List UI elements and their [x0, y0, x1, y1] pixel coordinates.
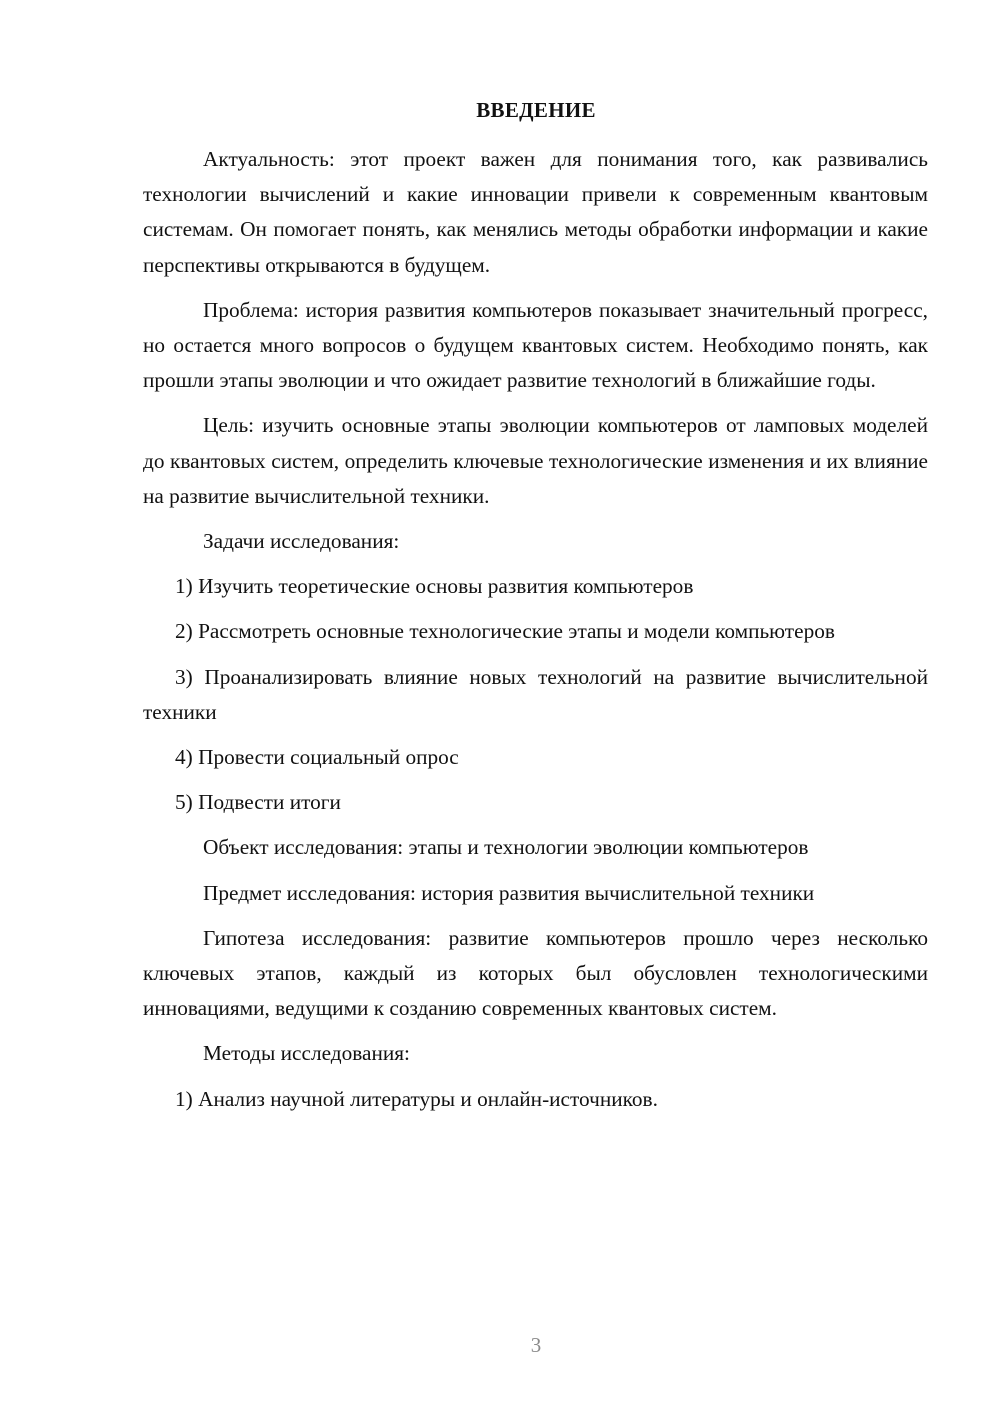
section-heading: ВВЕДЕНИЕ — [476, 98, 596, 122]
list-item-method-1: 1) Анализ научной литературы и онлайн-источников. — [175, 1086, 658, 1111]
paragraph-relevance: Актуальность: этот проект важен для понимания того, как развивались технологии вычислений и какие инновации привели к современным квантовым системам. Он помогает понять, как менялись методы обработки информации и какие перспективы открываются в будущем. — [143, 147, 928, 277]
list-item-task-2: 2) Рассмотреть основные технологические этапы и модели компьютеров — [175, 619, 835, 644]
paragraph-hypothesis: Гипотеза исследования: развитие компьютеров прошло через несколько ключевых этапов, каждый из которых был обусловлен технологическими инновациями, ведущими к созданию современных квантовых систем. — [143, 925, 928, 1021]
list-item-task-4: 4) Провести социальный опрос — [175, 745, 459, 770]
list-item-task-3: 3) Проанализировать влияние новых технологий на развитие вычислительной техники — [143, 664, 928, 724]
page-number: 3 — [530, 1333, 542, 1357]
paragraph-tasks-heading: Задачи исследования: — [203, 529, 400, 554]
paragraph-subject: Предмет исследования: история развития вычислительной техники — [203, 880, 815, 905]
paragraph-object: Объект исследования: этапы и технологии эволюции компьютеров — [203, 835, 809, 860]
list-item-task-5: 5) Подвести итоги — [175, 790, 341, 815]
body-text — [143, 142, 928, 1127]
paragraph-problem: Проблема: история развития компьютеров показывает значительный прогресс, но остается много вопросов о будущем квантовых систем. Необходимо понять, как прошли этапы эволюции и что ожидает развитие технологий в ближайшие годы. — [143, 297, 928, 393]
paragraph-goal: Цель: изучить основные этапы эволюции компьютеров от ламповых моделей до квантовых систем, определить ключевые технологические изменения и их влияние на развитие вычислительной техники. — [143, 413, 928, 508]
list-item-task-1: 1) Изучить теоретические основы развития компьютеров — [175, 574, 694, 599]
paragraph-methods-heading: Методы исследования: — [203, 1041, 410, 1066]
